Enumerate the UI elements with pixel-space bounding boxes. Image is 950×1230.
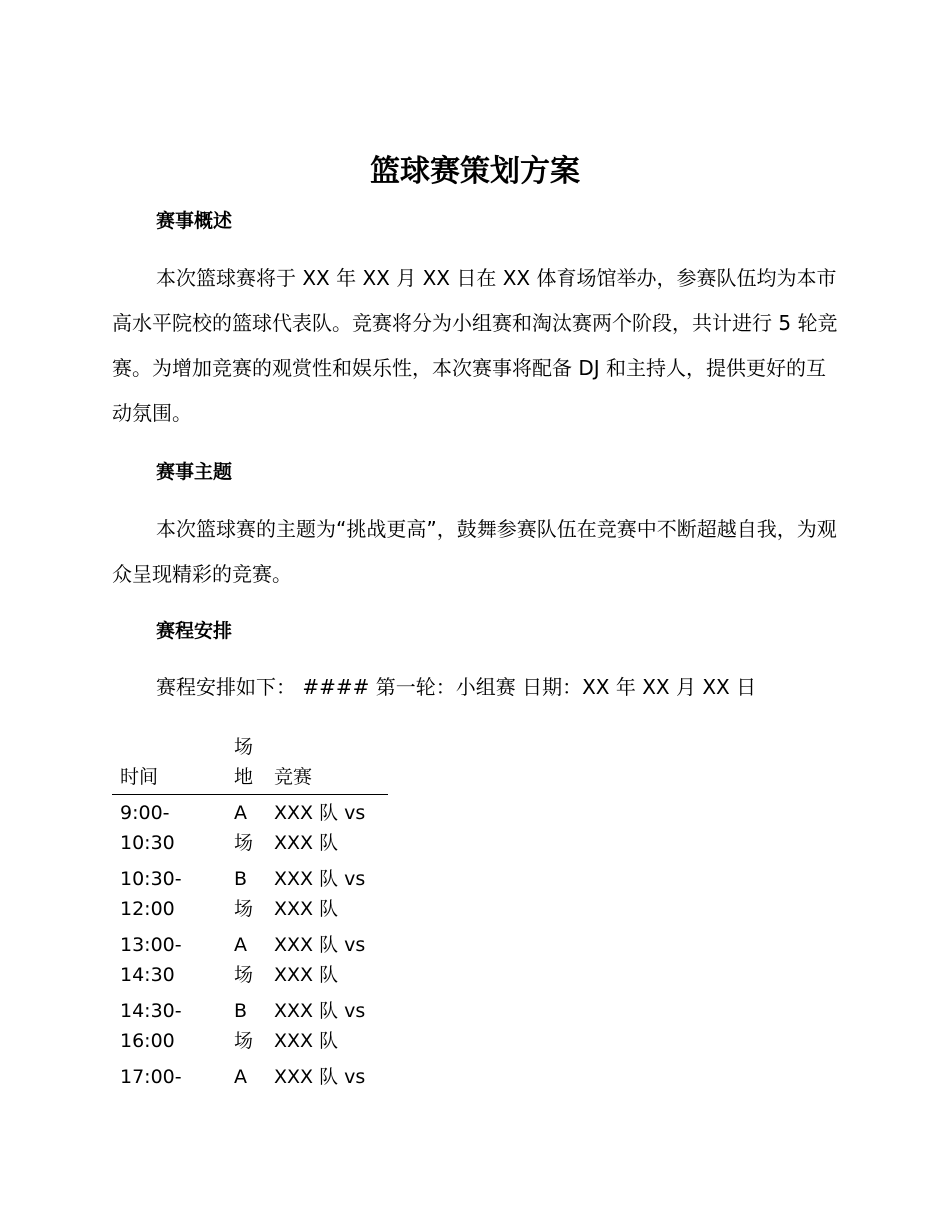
- section-heading-overview: 赛事概述: [156, 210, 233, 232]
- cell-time: 9:00-10:30: [120, 802, 175, 854]
- cell-match: XXX 队 vs XXX 队: [274, 1000, 366, 1052]
- header-venue: 场地: [226, 732, 266, 795]
- cell-venue: A 场: [234, 802, 254, 854]
- schedule-table: [112, 732, 388, 1095]
- cell-match: XXX 队 vs XXX 队: [274, 802, 366, 854]
- header-time: 时间: [112, 732, 226, 795]
- table-row: [112, 795, 388, 862]
- cell-match: XXX 队 vs XXX 队: [274, 868, 366, 920]
- cell-venue: A 场: [234, 934, 254, 986]
- header-match: 竞赛: [266, 732, 388, 795]
- table-row: [112, 861, 388, 927]
- table-row: [112, 927, 388, 993]
- cell-time: 10:30-12:00: [120, 868, 182, 920]
- cell-time: 14:30-16:00: [120, 1000, 182, 1052]
- section-body-schedule: 赛程安排如下： #### 第一轮：小组赛 日期：XX 年 XX 月 XX 日: [156, 675, 757, 699]
- cell-venue: B 场: [234, 868, 254, 920]
- section-body-theme: 本次篮球赛的主题为“挑战更高”，鼓舞参赛队伍在竞赛中不断超越自我，为观众呈现精彩的竞赛。: [112, 517, 837, 586]
- cell-match: XXX 队 vs XXX 队: [274, 934, 366, 986]
- schedule-header-row: [112, 732, 388, 795]
- cell-venue: A: [234, 1066, 247, 1088]
- cell-venue: B 场: [234, 1000, 254, 1052]
- cell-match: XXX 队 vs: [274, 1066, 366, 1088]
- table-row: [112, 1059, 388, 1095]
- table-row: [112, 993, 388, 1059]
- section-heading-schedule: 赛程安排: [156, 620, 233, 642]
- document-title: 篮球赛策划方案: [370, 154, 580, 189]
- section-heading-theme: 赛事主题: [156, 461, 233, 483]
- section-body-overview: 本次篮球赛将于 XX 年 XX 月 XX 日在 XX 体育场馆举办，参赛队伍均为本市高水平院校的篮球代表队。竞赛将分为小组赛和淘汰赛两个阶段，共计进行 5 轮竞赛。为增加竞赛的观赏性和娱乐性，本次赛事将配备 DJ 和主持人，提供更好的互动氛围。: [112, 266, 838, 425]
- cell-time: 13:00-14:30: [120, 934, 182, 986]
- cell-time: 17:00-: [120, 1066, 182, 1088]
